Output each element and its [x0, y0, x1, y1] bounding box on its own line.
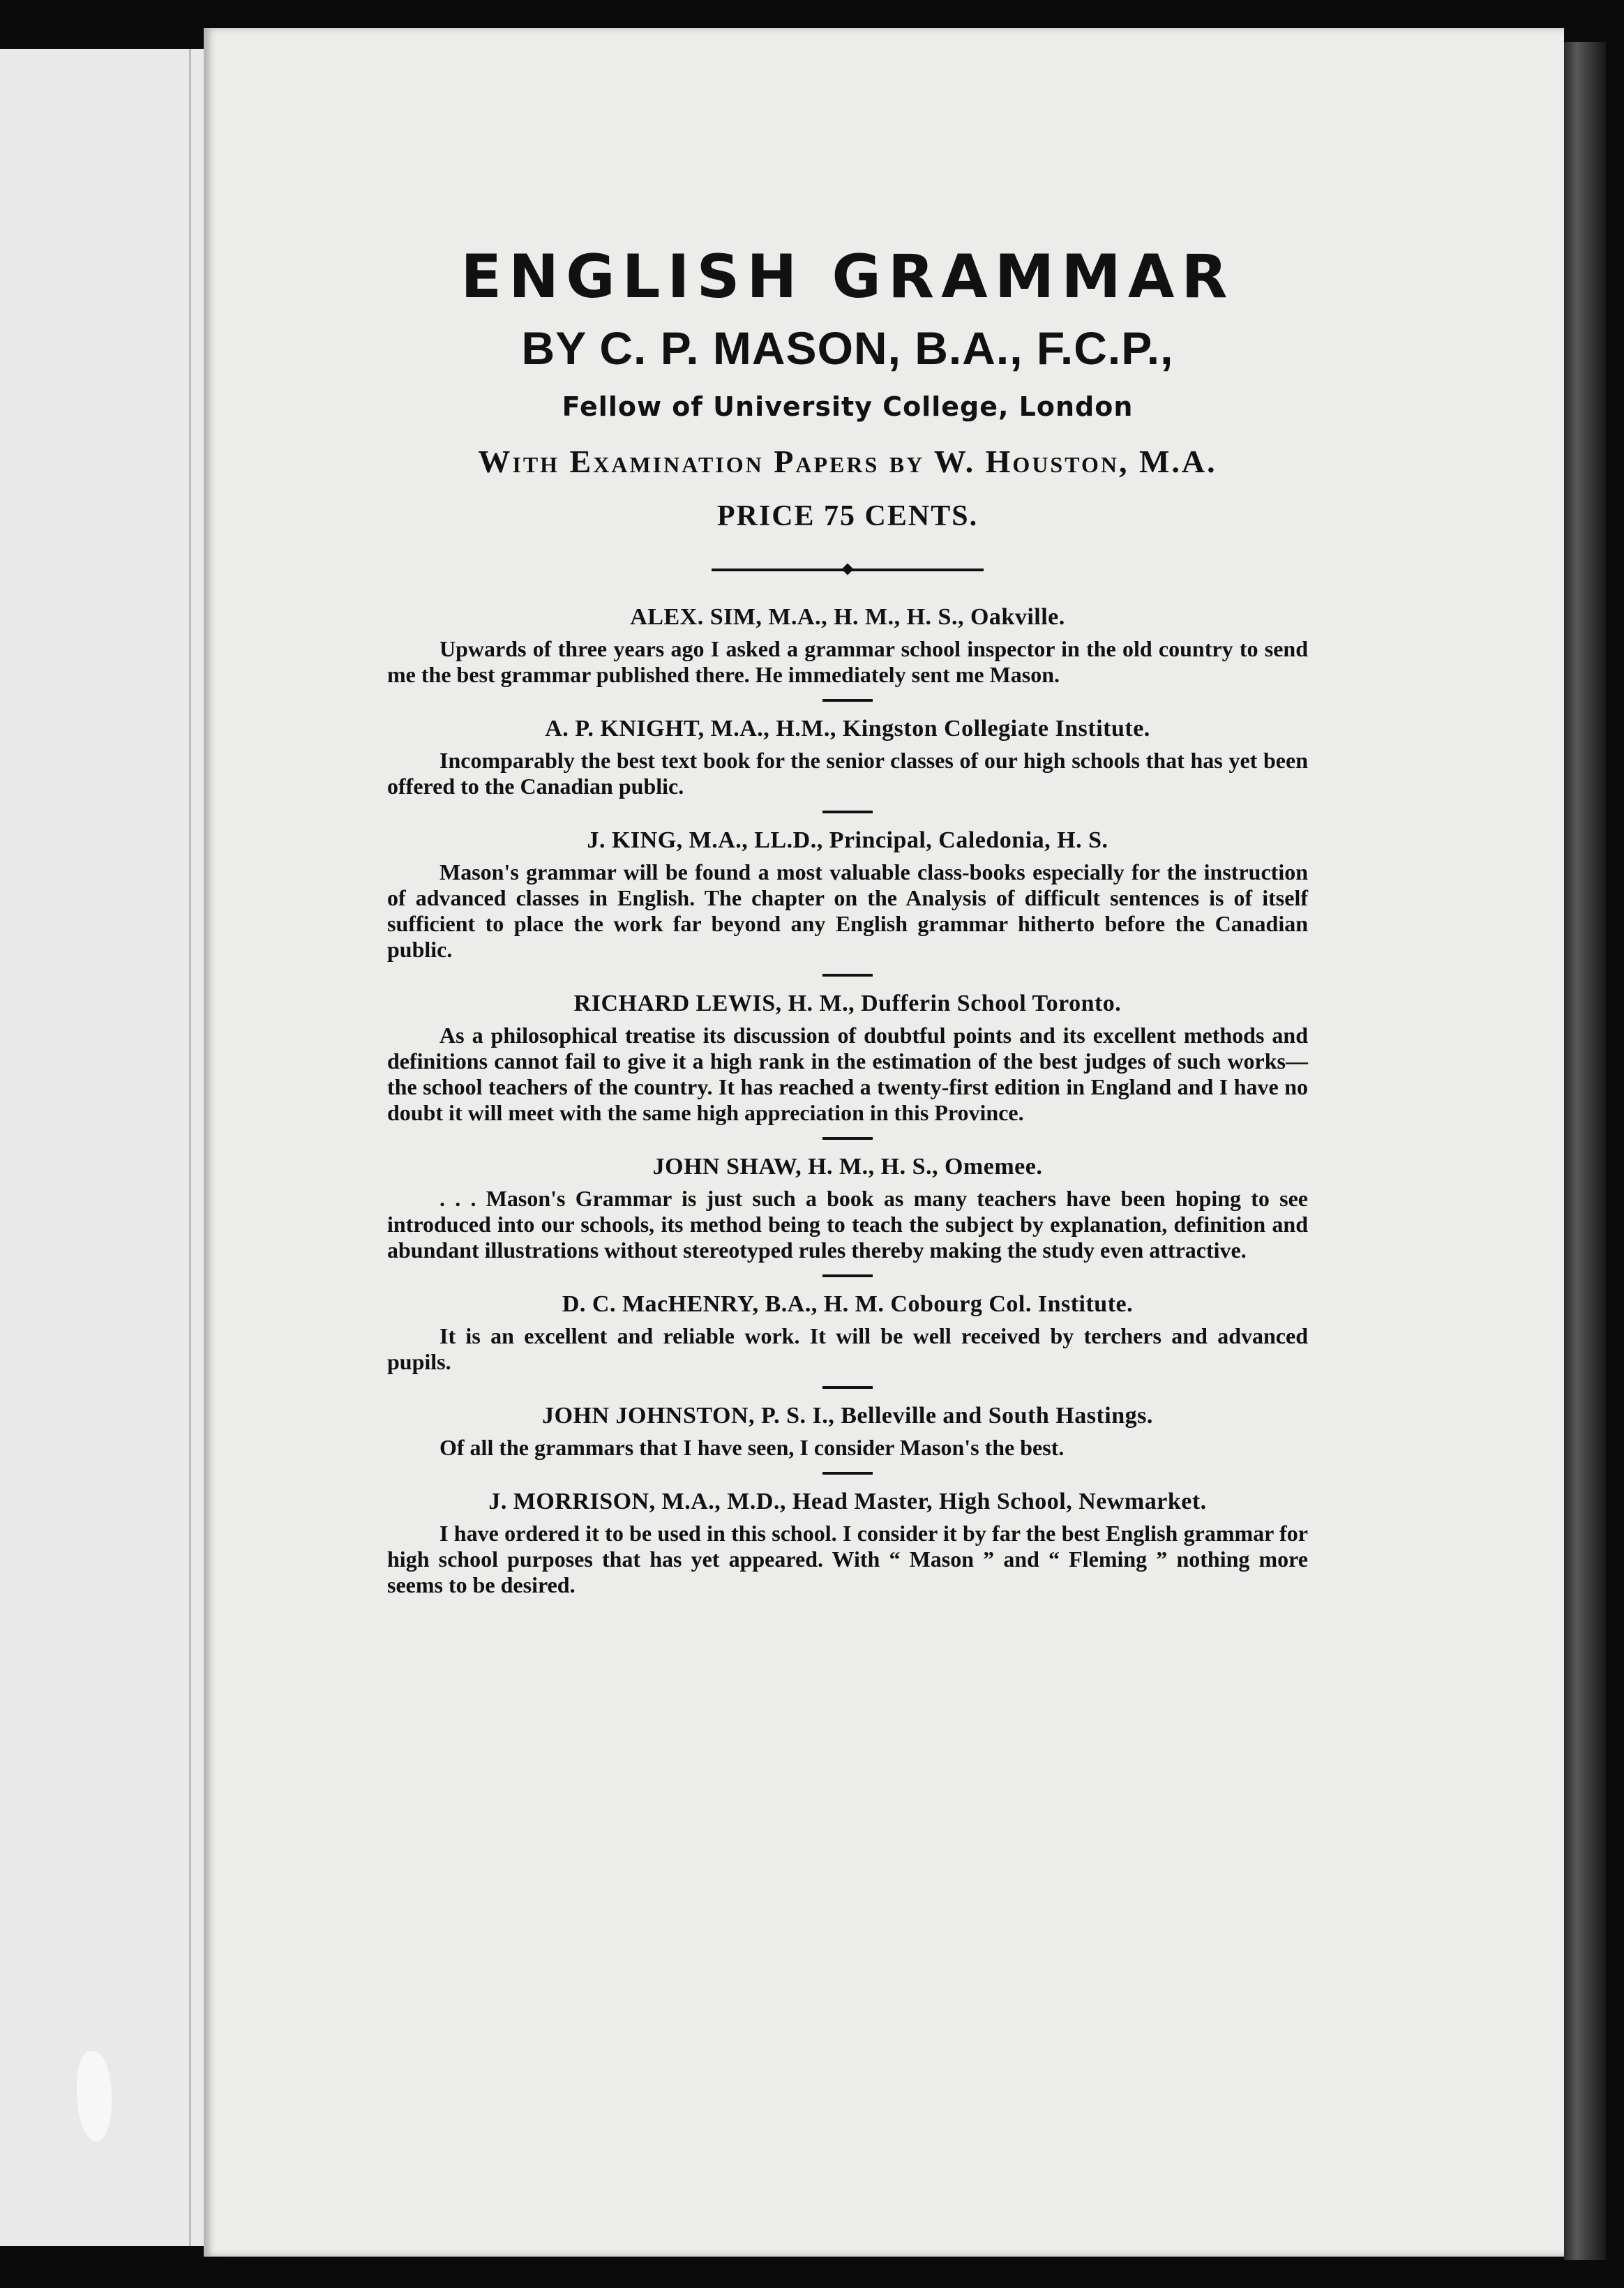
testimonial-author: JOHN JOHNSTON, P. S. I., Belleville and South Hastings.: [542, 1403, 1153, 1429]
separator: [822, 974, 873, 977]
rule-diamond: [842, 564, 854, 575]
author-byline: BY C. P. MASON, B.A., F.C.P.,: [521, 322, 1174, 374]
testimonial-author: A. P. KNIGHT, M.A., H.M., Kingston Collegiate Institute.: [545, 716, 1150, 742]
separator: [822, 811, 873, 813]
separator: [822, 1137, 873, 1140]
page-edge: [189, 49, 191, 2246]
book-edge: [1564, 42, 1606, 2260]
testimonial-text: I have ordered it to be used in this school. I consider it by far the best English grammar for high school purposes that has yet appeared. With “ Mason ” and “ Fleming ” nothing more seems to be desired.: [387, 1521, 1308, 1598]
testimonial: [387, 826, 1308, 963]
testimonial-text: It is an excellent and reliable work. It will be well received by terchers and advanced pupils.: [387, 1323, 1308, 1375]
paper-tear: [77, 2051, 112, 2142]
price: PRICE 75 CENTS.: [716, 500, 979, 533]
page-title: ENGLISH GRAMMAR: [460, 242, 1235, 312]
testimonial: [387, 1401, 1308, 1461]
testimonial: [387, 1487, 1308, 1598]
separator: [822, 1274, 873, 1277]
testimonial: [387, 714, 1308, 799]
facing-page: [0, 49, 208, 2246]
separator: [822, 699, 873, 702]
examination-note: With Examination Papers by W. Houston, M.A.: [478, 444, 1217, 480]
testimonial-text: . . . Mason's Grammar is just such a book as many teachers have been hoping to see introduced into our schools, its method being to teach the subject by explanation, definition and abundant illustrations without stereotyped rules thereby making the study even attractive.: [387, 1186, 1308, 1263]
testimonial-author: RICHARD LEWIS, H. M., Dufferin School Toronto.: [573, 991, 1122, 1017]
testimonial-text: Incomparably the best text book for the senior classes of our high schools that has yet been offered to the Canadian public.: [387, 748, 1308, 799]
author-affiliation: Fellow of University College, London: [562, 391, 1134, 423]
testimonial-text: As a philosophical treatise its discussion of doubtful points and its excellent methods and definitions cannot fail to give it a high rank in the estimation of the best judges of such works—the school teachers of the country. It has reached a twenty-first edition in England and I have no doubt it will meet with the same high appreciation in this Province.: [387, 1023, 1308, 1126]
separator: [822, 1386, 873, 1389]
testimonial-author: J. KING, M.A., LL.D., Principal, Caledonia, H. S.: [587, 827, 1108, 854]
advertisement: [387, 244, 1308, 1598]
testimonial-author: JOHN SHAW, H. M., H. S., Omemee.: [652, 1154, 1043, 1180]
testimonial: [387, 603, 1308, 688]
testimonial-text: Of all the grammars that I have seen, I consider Mason's the best.: [439, 1435, 1065, 1461]
testimonial: [387, 989, 1308, 1126]
testimonial-author: D. C. MacHENRY, B.A., H. M. Cobourg Col. Institute.: [562, 1291, 1134, 1318]
testimonial-author: ALEX. SIM, M.A., H. M., H. S., Oakville.: [630, 604, 1065, 631]
testimonial: [387, 1290, 1308, 1375]
separator: [822, 1472, 873, 1475]
testimonial: [387, 1152, 1308, 1263]
ornamental-rule: [712, 565, 984, 575]
testimonial-text: Mason's grammar will be found a most valuable class-books especially for the instruction of advanced classes in English. The chapter on the Analysis of difficult sentences is of itself sufficient to place the work far beyond any English grammar hitherto before the Canadian public.: [387, 859, 1308, 963]
testimonial-text: Upwards of three years ago I asked a grammar school inspector in the old country to send me the best grammar published there. He immediately sent me Mason.: [387, 636, 1308, 688]
testimonial-author: J. MORRISON, M.A., M.D., Head Master, High School, Newmarket.: [488, 1489, 1207, 1515]
